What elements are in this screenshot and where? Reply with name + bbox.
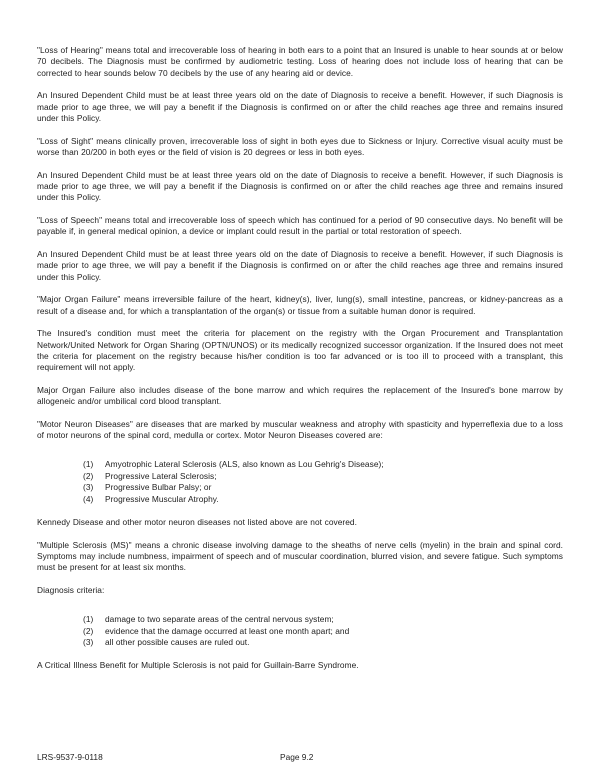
list-marker: (1): [83, 613, 94, 624]
paragraph-dependent-child-hearing: An Insured Dependent Child must be at least three years old on the date of Diagnosis to receive a benefit. However, if such Diagnosis is made prior to age three, we will pay a benefit if the Diagnosis is confirmed on or after the child reaches age three and remains insured under this Policy.: [37, 90, 563, 124]
list-item: [37, 471, 563, 483]
list-item: [37, 459, 563, 471]
paragraph-major-organ-failure-definition: "Major Organ Failure" means irreversible failure of the heart, kidney(s), liver, lung(s), small intestine, pancreas, or kidney-pancreas as a result of a disease and, for which a transplantation of the organ(s) or tissue from a suitable human donor is required.: [37, 294, 563, 316]
list-item: [37, 637, 563, 649]
list-item: [37, 626, 563, 638]
diagnosis-criteria-heading: Diagnosis criteria:: [37, 584, 105, 595]
list-item-label: Progressive Muscular Atrophy.: [105, 494, 219, 505]
list-marker: (3): [83, 482, 94, 493]
list-item: [37, 494, 563, 506]
list-item-label: all other possible causes are ruled out.: [105, 637, 250, 648]
paragraph-kennedy-disease-note: Kennedy Disease and other motor neuron diseases not listed above are not covered.: [37, 516, 357, 527]
list-item: [37, 614, 563, 626]
list-marker: (4): [83, 494, 94, 505]
list-marker: (1): [83, 459, 94, 470]
paragraph-motor-neuron-definition: "Motor Neuron Diseases" are diseases that are marked by muscular weakness and atrophy with spasticity and hyperreflexia due to a loss of motor neurons of the spinal cord, medulla or cortex. Motor Neuron Diseases covered are:: [37, 418, 563, 441]
paragraph-optn-unos-registry: The Insured's condition must meet the criteria for placement on the registry with the Organ Procurement and Transplantation Network/United Network for Organ Sharing (OPTN/UNOS) or its medically recognized successor organization. If the Insured does not meet the criteria for placement on the registry because his/her condition is too far advanced or is too ill to proceed with a transplant, this requirement will not apply.: [37, 328, 563, 373]
list-item: [37, 482, 563, 494]
paragraph-guillain-barre-note: A Critical Illness Benefit for Multiple Sclerosis is not paid for Guillain-Barre Syndrome.: [37, 660, 359, 671]
motor-neuron-disease-list: [37, 453, 563, 506]
paragraph-multiple-sclerosis-definition: "Multiple Sclerosis (MS)" means a chronic disease involving damage to the sheaths of nerve cells (myelin) in the brain and spinal cord. Symptoms may include numbness, impairment of speech and of muscular coordination, blurred vision, and severe fatigue. Such symptoms must be present for at least six months.: [37, 539, 563, 573]
paragraph-dependent-child-sight: An Insured Dependent Child must be at least three years old on the date of Diagnosis to receive a benefit. However, if such Diagnosis is made prior to age three, we will pay a benefit if the Diagnosis is confirmed on or after the child reaches age three and remains insured under this Policy.: [37, 169, 563, 203]
paragraph-loss-of-speech: "Loss of Speech" means total and irrecoverable loss of speech which has continued for a period of 90 consecutive days. No benefit will be payable if, in general medical opinion, a device or implant could result in the partial or total restoration of speech.: [37, 214, 563, 237]
paragraph-loss-of-sight: "Loss of Sight" means clinically proven, irrecoverable loss of sight in both eyes due to Sickness or Injury. Corrective visual acuity must be worse than 20/200 in both eyes or the field of vision is 20 degrees or less in both eyes.: [37, 135, 563, 157]
list-item-label: Amyotrophic Lateral Sclerosis (ALS, also known as Lou Gehrig's Disease);: [105, 459, 384, 470]
list-item-label: damage to two separate areas of the central nervous system;: [105, 613, 334, 624]
list-marker: (2): [83, 470, 94, 481]
paragraph-dependent-child-speech: An Insured Dependent Child must be at least three years old on the date of Diagnosis to receive a benefit. However, if such Diagnosis is made prior to age three, we will pay a benefit if the Diagnosis is confirmed on or after the child reaches age three and remains insured under this Policy.: [37, 248, 563, 282]
form-number: LRS-9537-9-0118: [37, 752, 103, 762]
page-number: Page 9.2: [280, 752, 314, 762]
list-item-label: Progressive Lateral Sclerosis;: [105, 470, 217, 481]
diagnosis-criteria-list: [37, 607, 563, 648]
paragraph-loss-of-hearing: "Loss of Hearing" means total and irrecoverable loss of hearing in both ears to a point that an Insured is unable to hear sounds at or below 70 decibels. The Diagnosis must be confirmed by audiometric testing. Loss of hearing does not include loss of hearing that can be corrected to hear sounds below 70 decibels by the use of any hearing aid or device.: [37, 45, 563, 78]
list-item-label: Progressive Bulbar Palsy; or: [105, 482, 212, 493]
list-marker: (2): [83, 625, 94, 636]
paragraph-bone-marrow: Major Organ Failure also includes disease of the bone marrow and which requires the replacement of the Insured's bone marrow by allogeneic and/or umbilical cord blood transplant.: [37, 384, 563, 407]
list-item-label: evidence that the damage occurred at least one month apart; and: [105, 625, 350, 636]
list-marker: (3): [83, 637, 94, 648]
